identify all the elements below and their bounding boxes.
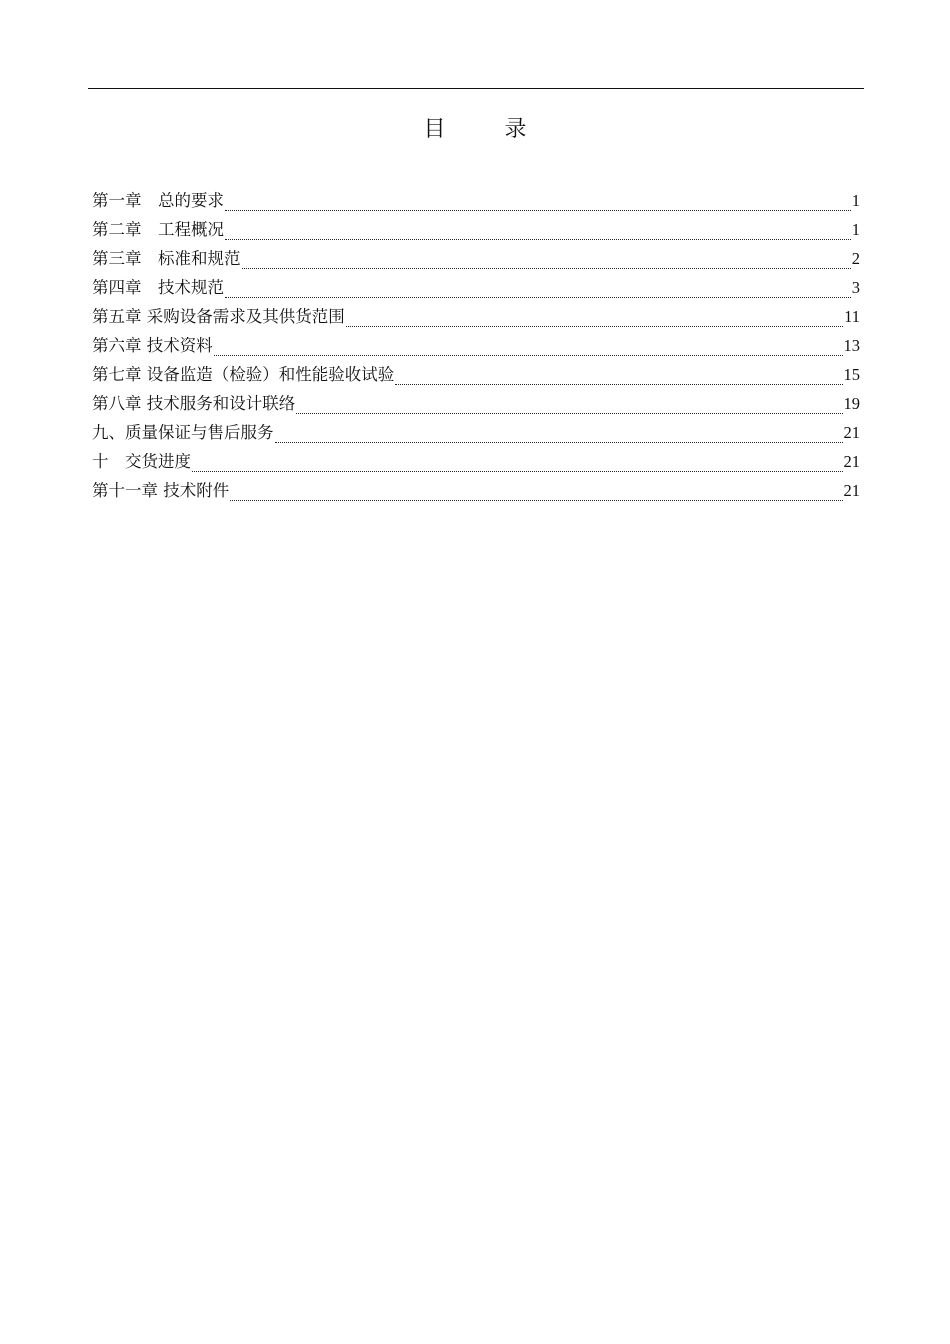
toc-entry-label: 第四章 技术规范	[92, 278, 224, 297]
toc-entry-label: 第六章 技术资料	[92, 336, 213, 355]
toc-dot-leader	[395, 384, 842, 385]
toc-entry-chapter-10[interactable]	[92, 447, 860, 476]
toc-entry-label: 九、质量保证与售后服务	[92, 423, 274, 442]
toc-entry-label: 第七章 设备监造（检验）和性能验收试验	[92, 365, 395, 384]
toc-page-number: 3	[851, 278, 860, 297]
toc-entry-chapter-11[interactable]	[92, 476, 860, 505]
toc-dot-leader	[225, 239, 851, 240]
toc-page-number: 1	[851, 220, 860, 239]
toc-entry-chapter-8[interactable]	[92, 389, 860, 418]
toc-dot-leader	[242, 268, 851, 269]
toc-dot-leader	[230, 500, 842, 501]
toc-dot-leader	[275, 442, 843, 443]
table-of-contents	[92, 186, 860, 505]
toc-dot-leader	[225, 297, 851, 298]
toc-page-number: 19	[843, 394, 860, 413]
toc-dot-leader	[225, 210, 851, 211]
toc-page-number: 1	[851, 191, 860, 210]
toc-entry-chapter-1[interactable]	[92, 186, 860, 215]
toc-entry-chapter-4[interactable]	[92, 273, 860, 302]
toc-page-number: 21	[843, 452, 860, 471]
toc-entry-label: 第二章 工程概况	[92, 220, 224, 239]
toc-entry-label: 十 交货进度	[92, 452, 191, 471]
toc-page-number: 21	[843, 481, 860, 500]
toc-dot-leader	[296, 413, 842, 414]
toc-dot-leader	[346, 326, 843, 327]
toc-dot-leader	[214, 355, 843, 356]
toc-page-number: 2	[851, 249, 860, 268]
toc-entry-label: 第十一章 技术附件	[92, 481, 230, 500]
toc-page-number: 13	[843, 336, 860, 355]
toc-entry-chapter-9[interactable]	[92, 418, 860, 447]
toc-page-number: 11	[844, 307, 860, 326]
toc-dot-leader	[192, 471, 843, 472]
toc-entry-chapter-5[interactable]	[92, 302, 860, 331]
toc-entry-chapter-2[interactable]	[92, 215, 860, 244]
toc-page-number: 15	[843, 365, 860, 384]
toc-page-number: 21	[843, 423, 860, 442]
toc-entry-label: 第五章 采购设备需求及其供货范围	[92, 307, 345, 326]
toc-title: 目 录	[423, 117, 553, 142]
toc-entry-chapter-7[interactable]	[92, 360, 860, 389]
header-rule	[88, 88, 864, 89]
toc-entry-chapter-3[interactable]	[92, 244, 860, 273]
toc-entry-chapter-6[interactable]	[92, 331, 860, 360]
toc-entry-label: 第三章 标准和规范	[92, 249, 241, 268]
toc-entry-label: 第一章 总的要求	[92, 191, 224, 210]
toc-entry-label: 第八章 技术服务和设计联络	[92, 394, 296, 413]
